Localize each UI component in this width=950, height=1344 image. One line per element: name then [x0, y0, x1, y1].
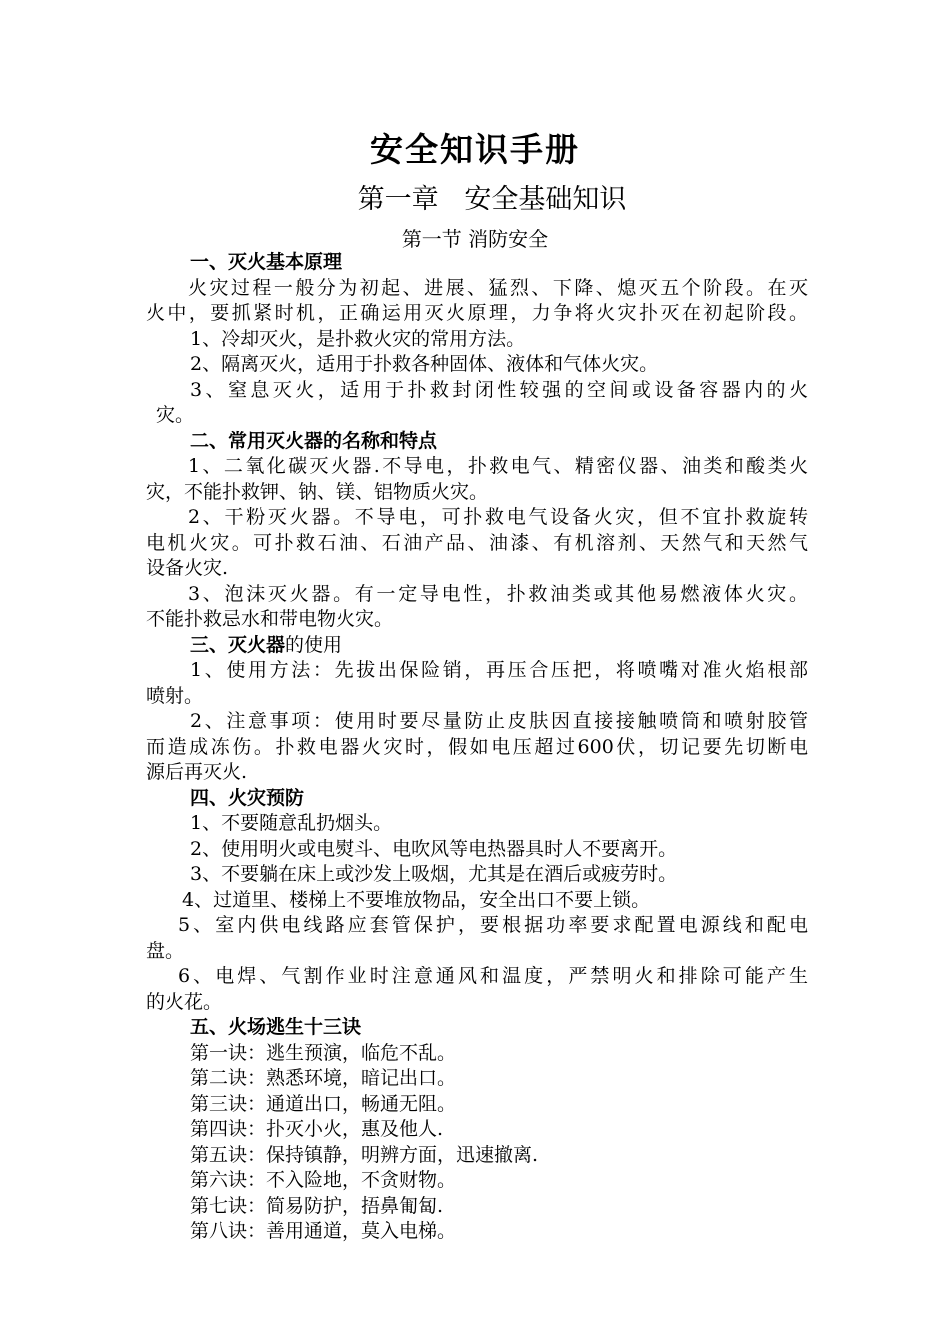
list-item-continuation: 喷射。 — [146, 684, 204, 707]
list-item-continuation: 盘。 — [146, 939, 185, 962]
list-item: 第四诀：扑灭小火，惠及他人. — [190, 1118, 444, 1140]
heading-extinguishing-principles: 一、灭火基本原理 — [190, 251, 343, 273]
list-item: 2、注意事项：使用时要尽量防止皮肤因直接接触喷筒和喷射胶管 — [190, 710, 808, 732]
list-item: 3、泡沫灭火器。有一定导电性，扑救油类或其他易燃液体火灾。 — [188, 582, 808, 605]
list-item: 4、过道里、楼梯上不要堆放物品，安全出口不要上锁。 — [182, 888, 651, 911]
list-item-continuation: 源后再灭火. — [146, 761, 248, 783]
list-item: 第二诀：熟悉环境，暗记出口。 — [190, 1067, 457, 1089]
chapter-title: 第一章 安全基础知识 — [357, 184, 627, 215]
list-item: 2、隔离灭火，适用于扑救各种固体、液体和气体火灾。 — [190, 353, 659, 375]
list-item: 第六诀：不入险地，不贪财物。 — [190, 1169, 457, 1191]
list-item: 1、冷却灭火，是扑救火灾的常用方法。 — [190, 327, 526, 350]
section-title: 第一节 消防安全 — [401, 227, 549, 251]
paragraph-line: 火中，要抓紧时机，正确运用灭火原理，力争将火灾扑灭在初起阶段。 — [146, 302, 808, 324]
list-item: 5、室内供电线路应套管保护，要根据功率要求配置电源线和配电 — [178, 914, 808, 936]
list-item-continuation: 而造成冻伤。扑救电器火灾时，假如电压超过600伏，切记要先切断电 — [146, 735, 808, 758]
paragraph-line: 火灾过程一般分为初起、进展、猛烈、下降、熄灭五个阶段。在灭 — [188, 276, 808, 299]
heading-fire-prevention: 四、火灾预防 — [190, 786, 305, 809]
list-item-continuation: 灾。 — [156, 404, 195, 426]
list-item: 第五诀：保持镇静，明辨方面，迅速撤离. — [190, 1143, 539, 1166]
heading-normal-part: 的使用 — [285, 633, 343, 656]
list-item: 1、不要随意乱扔烟头。 — [190, 812, 393, 834]
heading-escape-rules: 五、火场逃生十三诀 — [190, 1016, 362, 1038]
list-item: 第八诀：善用通道，莫入电梯。 — [190, 1220, 457, 1242]
list-item-continuation: 不能扑救忌水和带电物火灾。 — [146, 608, 394, 630]
list-item-continuation: 电机火灾。可扑救石油、石油产品、油漆、有机溶剂、天然气和天然气 — [146, 531, 808, 554]
list-item: 2、干粉灭火器。不导电，可扑救电气设备火灾，但不宜扑救旋转 — [188, 506, 808, 528]
list-item: 6、电焊、气割作业时注意通风和温度，严禁明火和排除可能产生 — [178, 965, 808, 987]
heading-extinguisher-usage — [146, 633, 808, 659]
list-item-continuation: 灾，不能扑救钾、钠、镁、铝物质火灾。 — [146, 480, 489, 503]
list-item: 第七诀：简易防护，捂鼻匍匐. — [190, 1194, 444, 1217]
heading-bold-part: 三、灭火器 — [190, 633, 286, 656]
list-item: 1、使用方法：先拔出保险销，再压合压把，将喷嘴对准火焰根部 — [190, 659, 808, 681]
document-body — [146, 250, 808, 1245]
list-item: 第一诀：逃生预演，临危不乱。 — [190, 1041, 457, 1064]
list-item: 1、二氧化碳灭火器.不导电，扑救电气、精密仪器、油类和酸类火 — [188, 455, 808, 477]
list-item: 第三诀：通道出口，畅通无阻。 — [190, 1092, 457, 1115]
list-item: 3、窒息灭火，适用于扑救封闭性较强的空间或设备容器内的火 — [190, 378, 808, 401]
list-item-continuation: 的火花。 — [146, 990, 223, 1013]
list-item: 3、不要躺在床上或沙发上吸烟，尤其是在酒后或疲劳时。 — [190, 863, 678, 885]
document-title: 安全知识手册 — [370, 130, 580, 169]
list-item: 2、使用明火或电熨斗、电吹风等电热器具时人不要离开。 — [190, 837, 678, 860]
heading-extinguisher-types: 二、常用灭火器的名称和特点 — [190, 429, 438, 452]
list-item-continuation: 设备火灾. — [146, 557, 229, 579]
